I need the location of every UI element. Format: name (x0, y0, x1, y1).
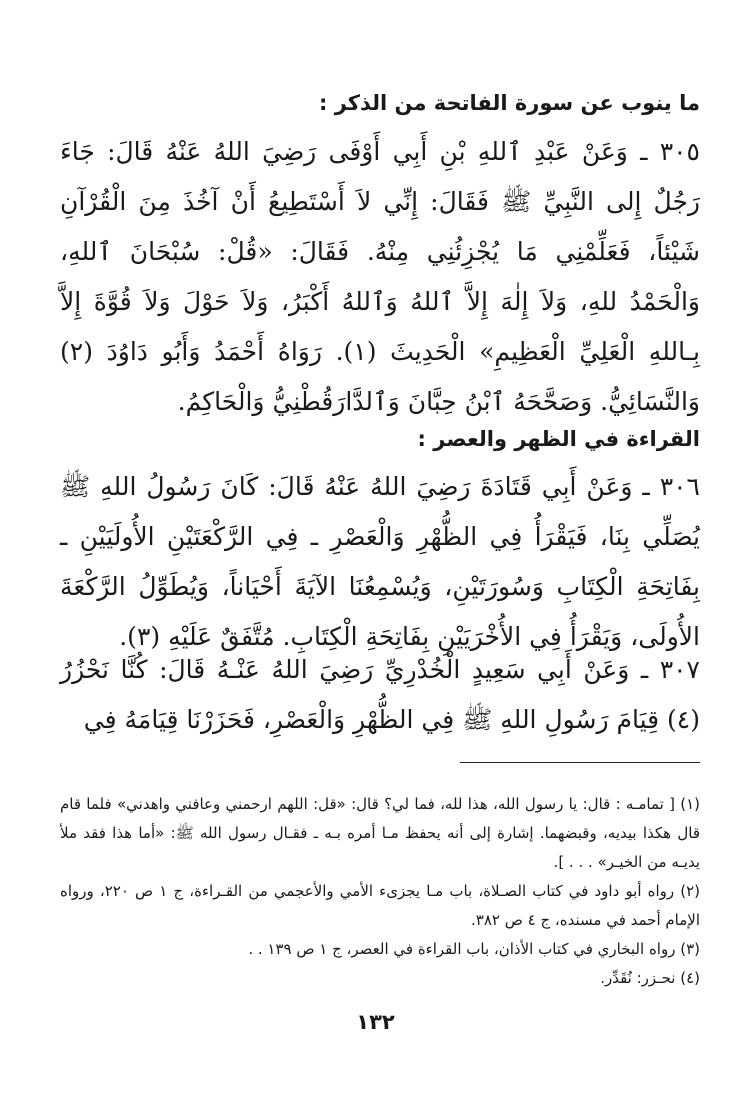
footnote-3: (٣) رواه البخاري في كتاب الأذان، باب القراءة في العصر، ج ١ ص ١٣٩ . . (248, 940, 700, 958)
hadith-307: ٣٠٧ ـ وَعَنْ أَبِي سَعِيدٍ الْخُدْرِيِّ رَضِيَ اللهُ عَنْـهُ قَالَ: كُنَّا نَحْزُرُ (٤) قِيَامَ رَسُولِ اللهِ ﷺ فِي الظُّهْرِ وَالْعَصْرِ، فَحَزَرْنَا قِيَامَهُ فِي (60, 655, 700, 734)
hadith-306: ٣٠٦ ـ وَعَنْ أَبِي قَتَادَةَ رَضِيَ اللهُ عَنْهُ قَالَ: كَانَ رَسُولُ اللهِ ﷺ يُصَلِّي بِنَا، فَيَقْرَأُ فِي الظُّهْرِ وَالْعَصْرِ ـ فِي الرَّكْعَتَيْنِ الأُولَيَيْنِ ـ بِفَاتِحَةِ الْكِتَابِ وَسُورَتَيْنِ، وَيُسْمِعُنَا الآيَةَ أَحْيَاناً، وَيُطَوِّلُ الرَّكْعَةَ الأُولَى، وَيَقْرَأُ فِي الأُخْرَيَيْنِ بِفَاتِحَةِ الْكِتَابِ. مُتَّفَقٌ عَلَيْهِ (٣). (60, 472, 700, 651)
footnote-divider (460, 762, 700, 763)
footnote-1: (١) [ تمامـه : قال: يا رسول الله، هذا لله، فما لي؟ قال: «قل: اللهم ارحمني وعافني واهدني» فلما قام قال هكذا بيديه، وقبضهما. إشارة إلى أنه يحفظ مـا أمره بـه ـ فقـال رسول الله ﷺ: «أما هذا فقد ملأ يديـه من الخيـر» . . . ]. (60, 795, 700, 871)
section-heading: القراءة في الظهر والعصر : (417, 427, 700, 451)
book-page (60, 0, 700, 1102)
page-number: ١٣٢ (356, 1010, 395, 1034)
footnotes (60, 790, 700, 993)
hadith-305: ٣٠٥ ـ وَعَنْ عَبْدِ ٱللهِ بْنِ أَبِي أَوْفَى رَضِيَ اللهُ عَنْهُ قَالَ: جَاءَ رَجُلٌ إِلى النَّبِيِّ ﷺ فَقَالَ: إِنِّي لاَ أَسْتَطِيعُ أَنْ آخُذَ مِنَ الْقُرْآنِ شَيْئاً، فَعَلِّمْنِي مَا يُجْزِئُنِي مِنْهُ. فَقَالَ: «قُلْ: سُبْحَانَ ٱللهِ، وَالْحَمْدُ للهِ، وَلاَ إِلٰهَ إِلاَّ ٱللهُ وَٱللهُ أَكْبَرُ، وَلاَ حَوْلَ وَلاَ قُوَّةَ إِلاَّ بِـاللهِ الْعَلِيِّ الْعَظِيمِ» الْحَدِيثَ (١). رَوَاهُ أَحْمَدُ وَأَبُو دَاوُدَ (٢) وَالنَّسَائِيُّ. وَصَحَّحَهُ ٱبْنُ حِبَّانَ وَٱلدَّارَقُطْنِيُّ وَالْحَاكِمُ. (60, 137, 700, 416)
section-heading: ما ينوب عن سورة الفاتحة من الذكر : (319, 91, 700, 115)
footnote-4: (٤) نحـزر: نُقَدِّر. (600, 969, 700, 987)
footnote-2: (٢) رواه أبو داود في كتاب الصـلاة، باب مـا يجزىء الأمي والأعجمي من القـراءة، ج ١ ص ٢٢٠، ورواه الإمام أحمد في مسنده، ج ٤ ص ٣٨٢. (60, 882, 701, 929)
